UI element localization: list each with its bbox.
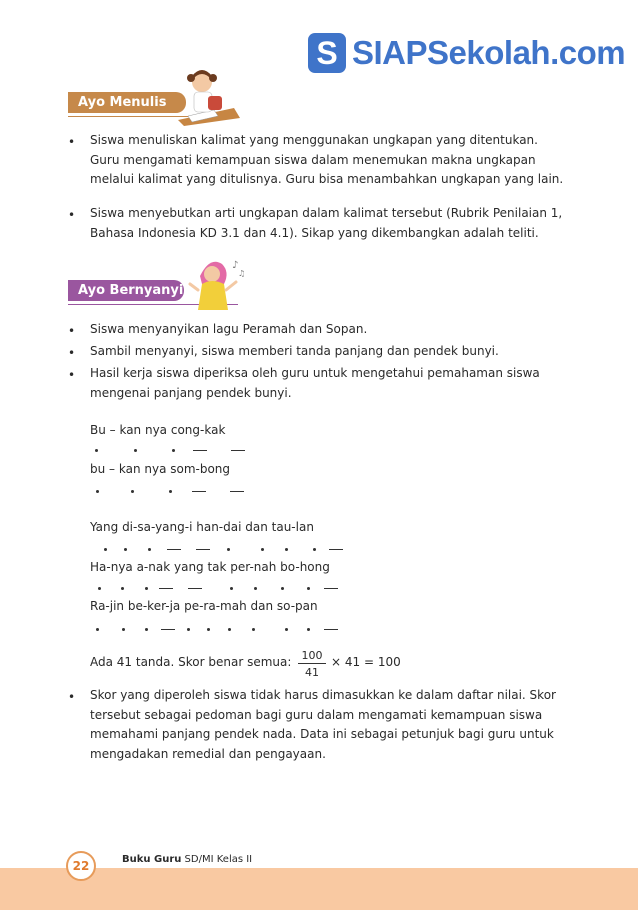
score-result: × 41 = 100 <box>331 655 401 669</box>
short-note-mark <box>252 628 255 631</box>
footer-book-title <box>122 854 252 865</box>
short-note-mark <box>98 587 101 590</box>
fraction-numerator: 100 <box>298 649 326 664</box>
short-note-mark <box>281 587 284 590</box>
paragraph: Skor yang diperoleh siswa tidak harus dimasukkan ke dalam daftar nilai. Skor tersebut sebagai pedoman bagi guru dalam mengamati kemampuan siswa memahami panjang pendek nada. Data ini sebagai petunjuk bagi guru untuk mengadakan remedial dan pengayaan. <box>90 688 556 761</box>
long-note-mark <box>324 629 338 630</box>
short-note-mark <box>145 628 148 631</box>
short-note-mark <box>228 628 231 631</box>
song-line: Ha-nya a-nak yang tak per-nah bo-hong <box>90 560 330 574</box>
footer-book-bold: Buku Guru <box>122 854 182 865</box>
bullet-marker: • <box>68 208 76 222</box>
score-text: Ada 41 tanda. Skor benar semua: <box>90 655 292 669</box>
long-note-mark <box>193 450 207 451</box>
short-note-mark <box>169 490 172 493</box>
paragraph: Hasil kerja siswa diperiksa oleh guru untuk mengetahui pemahaman siswa mengenai panjang pendek bunyi. <box>90 366 540 400</box>
fraction-denominator: 41 <box>305 666 319 679</box>
svg-text:♫: ♫ <box>238 269 246 278</box>
song-line: Bu – kan nya cong-kak <box>90 423 226 437</box>
footer-book-rest: SD/MI Kelas II <box>181 854 253 865</box>
short-note-mark <box>122 628 125 631</box>
short-note-mark <box>254 587 257 590</box>
page-number: 22 <box>66 851 96 881</box>
song-line: Ra-jin be-ker-ja pe-ra-mah dan so-pan <box>90 599 318 613</box>
short-note-mark <box>307 628 310 631</box>
section-title-bernyanyi: Ayo Bernyanyi <box>68 280 184 301</box>
short-note-mark <box>148 548 151 551</box>
short-note-mark <box>313 548 316 551</box>
song-line: Yang di-sa-yang-i han-dai dan tau-lan <box>90 520 314 534</box>
site-logo <box>308 30 625 76</box>
short-note-mark <box>121 587 124 590</box>
long-note-mark <box>324 588 338 589</box>
writing-girl-illustration-icon <box>170 68 242 126</box>
short-note-mark <box>172 449 175 452</box>
short-note-mark <box>285 628 288 631</box>
song-line: bu – kan nya som-bong <box>90 462 231 476</box>
bullet-marker: • <box>68 135 76 149</box>
short-note-mark <box>104 548 107 551</box>
long-note-mark <box>159 588 173 589</box>
long-note-mark <box>196 549 210 550</box>
long-note-mark <box>329 549 343 550</box>
short-note-mark <box>230 587 233 590</box>
short-note-mark <box>96 490 99 493</box>
paragraph: Sambil menyanyi, siswa memberi tanda panjang dan pendek bunyi. <box>90 344 499 358</box>
singing-girl-illustration-icon <box>188 254 244 312</box>
paragraph: Siswa menyebutkan arti ungkapan dalam kalimat tersebut (Rubrik Penilaian 1, Bahasa Indonesia KD 3.1 dan 4.1). Sikap yang dikembangkan adalah teliti. <box>90 206 563 240</box>
short-note-mark <box>187 628 190 631</box>
short-note-mark <box>134 449 137 452</box>
footer-band <box>0 868 638 910</box>
long-note-mark <box>167 549 181 550</box>
short-note-mark <box>145 587 148 590</box>
long-note-mark <box>231 450 245 451</box>
short-note-mark <box>95 449 98 452</box>
logo-text: SIAPSekolah.com <box>352 34 626 71</box>
bullet-marker: • <box>68 346 76 360</box>
short-note-mark <box>96 628 99 631</box>
long-note-mark <box>188 588 202 589</box>
short-note-mark <box>261 548 264 551</box>
section-title-menulis: Ayo Menulis <box>68 92 186 113</box>
bullet-marker: • <box>68 324 76 338</box>
long-note-mark <box>192 491 206 492</box>
paragraph: Siswa menuliskan kalimat yang menggunakan ungkapan yang ditentukan. Guru mengamati kemampuan siswa dalam menemukan makna ungkapan melalui kalimat yang ditulisnya. Guru bisa menambahkan ungkapan yang lain. <box>90 133 564 186</box>
short-note-mark <box>124 548 127 551</box>
long-note-mark <box>161 629 175 630</box>
svg-text:♪: ♪ <box>232 260 239 271</box>
bullet-marker: • <box>68 368 76 382</box>
short-note-mark <box>207 628 210 631</box>
short-note-mark <box>131 490 134 493</box>
score-fraction <box>298 649 326 679</box>
short-note-mark <box>307 587 310 590</box>
logo-mark: S <box>308 33 346 73</box>
bullet-marker: • <box>68 690 76 704</box>
short-note-mark <box>227 548 230 551</box>
long-note-mark <box>230 491 244 492</box>
paragraph: Siswa menyanyikan lagu Peramah dan Sopan. <box>90 322 368 336</box>
short-note-mark <box>285 548 288 551</box>
